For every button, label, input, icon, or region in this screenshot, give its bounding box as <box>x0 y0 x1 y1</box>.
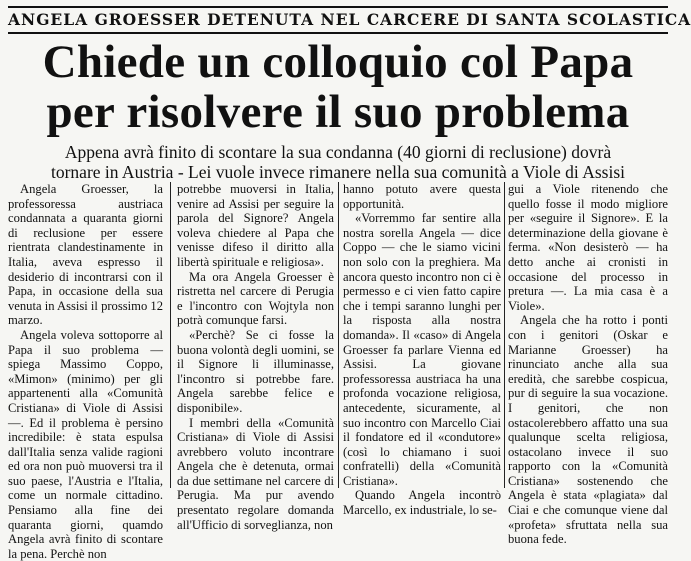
subhead-line-2: tornare in Austria - Lei vuole invece rimanere nella sua comunità a Viole di Assisi <box>50 162 625 182</box>
paragraph: hanno potuto avere questa opportunità. <box>343 182 501 211</box>
subhead-line-1: Appena avrà finito di scontare la sua condanna (40 giorni di reclusione) dovrà <box>64 142 612 162</box>
kicker: ANGELA GROESSER DETENUTA NEL CARCERE DI SANTA SCOLASTICA <box>8 6 668 34</box>
column-1 <box>8 182 163 561</box>
column-4 <box>508 182 668 547</box>
paragraph: Angela Groesser, la professoressa austriaca condannata a quaranta giorni di reclusione per essere rientrata clandestinamente in Italia, aveva espresso il desiderio di incontrarsi con il Papa, in occasione della sua venuta in Assisi il prossimo 12 marzo. <box>8 182 163 328</box>
column-divider <box>504 182 505 488</box>
paragraph: Quando Angela incontrò Marcello, ex industriale, lo se- <box>343 488 501 518</box>
paragraph: Ma ora Angela Groesser è ristretta nel carcere di Perugia e l'incontro con Wojtyla non potrà comunque farsi. <box>177 269 334 328</box>
column-divider <box>338 182 339 488</box>
paragraph: «Vorremmo far sentire alla nostra sorella Angela — dice Coppo — che le siamo vicini non solo con la preghiera. Ma ancora questo incontro non ci è permesso e ci vien fatto capire che i tempi saranno lunghi per la risposta alla nostra domanda». Il «caso» di Angela Groesser fa parlare Vienna ed Assisi. La giovane professoressa austriaca ha una profonda vocazione religiosa, antecedente, sicuramente, al suo incontro con Marcello Ciai il fondatore ed il «condutore» (così lo chiamano i suoi confratelli) della «Comunità Cristiana». <box>343 211 501 488</box>
paragraph: Angela voleva sottoporre al Papa il suo problema — spiega Massimo Coppo, «Mimon» (minimo) per gli appartenenti alla «Comunità Cristiana» di Viole di Assisi —. Ed il problema è persino incredibile: è stata espulsa dall'Italia senza valide ragioni ed ora non può muoversi tra il suo paese, l'Austria e l'Italia, come un normale cittadino. Pensiamo alla fine dei quaranta giorni, quamdo Angela avrà finito di scontare la pena. Perchè non <box>8 327 163 561</box>
paragraph: Angela che ha rotto i ponti con i genitori (Oskar e Marianne Groesser) ha rinunciato anche alla sua eredità, che sarebbe cospicua, pur di seguire la sua vocazione. I genitori, che non ostacolerebbero affatto una sua qualunque scelta religiosa, ostacolano invece il suo rapporto con la «Comunità Cristiana» sostenendo che Angela è stata «plagiata» dal Ciai e che comunque viene dal «profeta» sfruttata nella sua buona fede. <box>508 313 668 547</box>
headline-line-2: per risolvere il suo problema <box>46 86 630 138</box>
paragraph: «Perchè? Se ci fosse la buona volontà degli uomini, se il Signore li illuminasse, l'incontro si potrebbe fare. Angela sarebbe felice e disponibile». <box>177 327 334 415</box>
column-2 <box>177 182 334 532</box>
paragraph: I membri della «Comunità Cristiana» di Viole di Assisi avrebbero voluto incontrare Angela che è detenuta, ormai da due settimane nel carcere di Perugia. Ma pur avendo presentato regolare domanda all'Ufficio di sorveglianza, non <box>177 415 334 532</box>
column-3 <box>343 182 501 518</box>
paragraph: gui a Viole ritenendo che quello fosse il modo migliore per «seguire il Signore». E la determinazione della giovane è ferma. «Non desisterò — ha detto anche ai cronisti in occasione del processo in pretura —. La mia casa è a Viole». <box>508 182 668 313</box>
paragraph: potrebbe muoversi in Italia, venire ad Assisi per seguire la parola del Signore? Angela voleva chiedere al Papa che venisse difeso il diritto alla libertà spirituale e religiosa». <box>177 182 334 269</box>
column-divider <box>170 182 171 488</box>
headline-line-1: Chiede un colloquio col Papa <box>42 36 634 88</box>
